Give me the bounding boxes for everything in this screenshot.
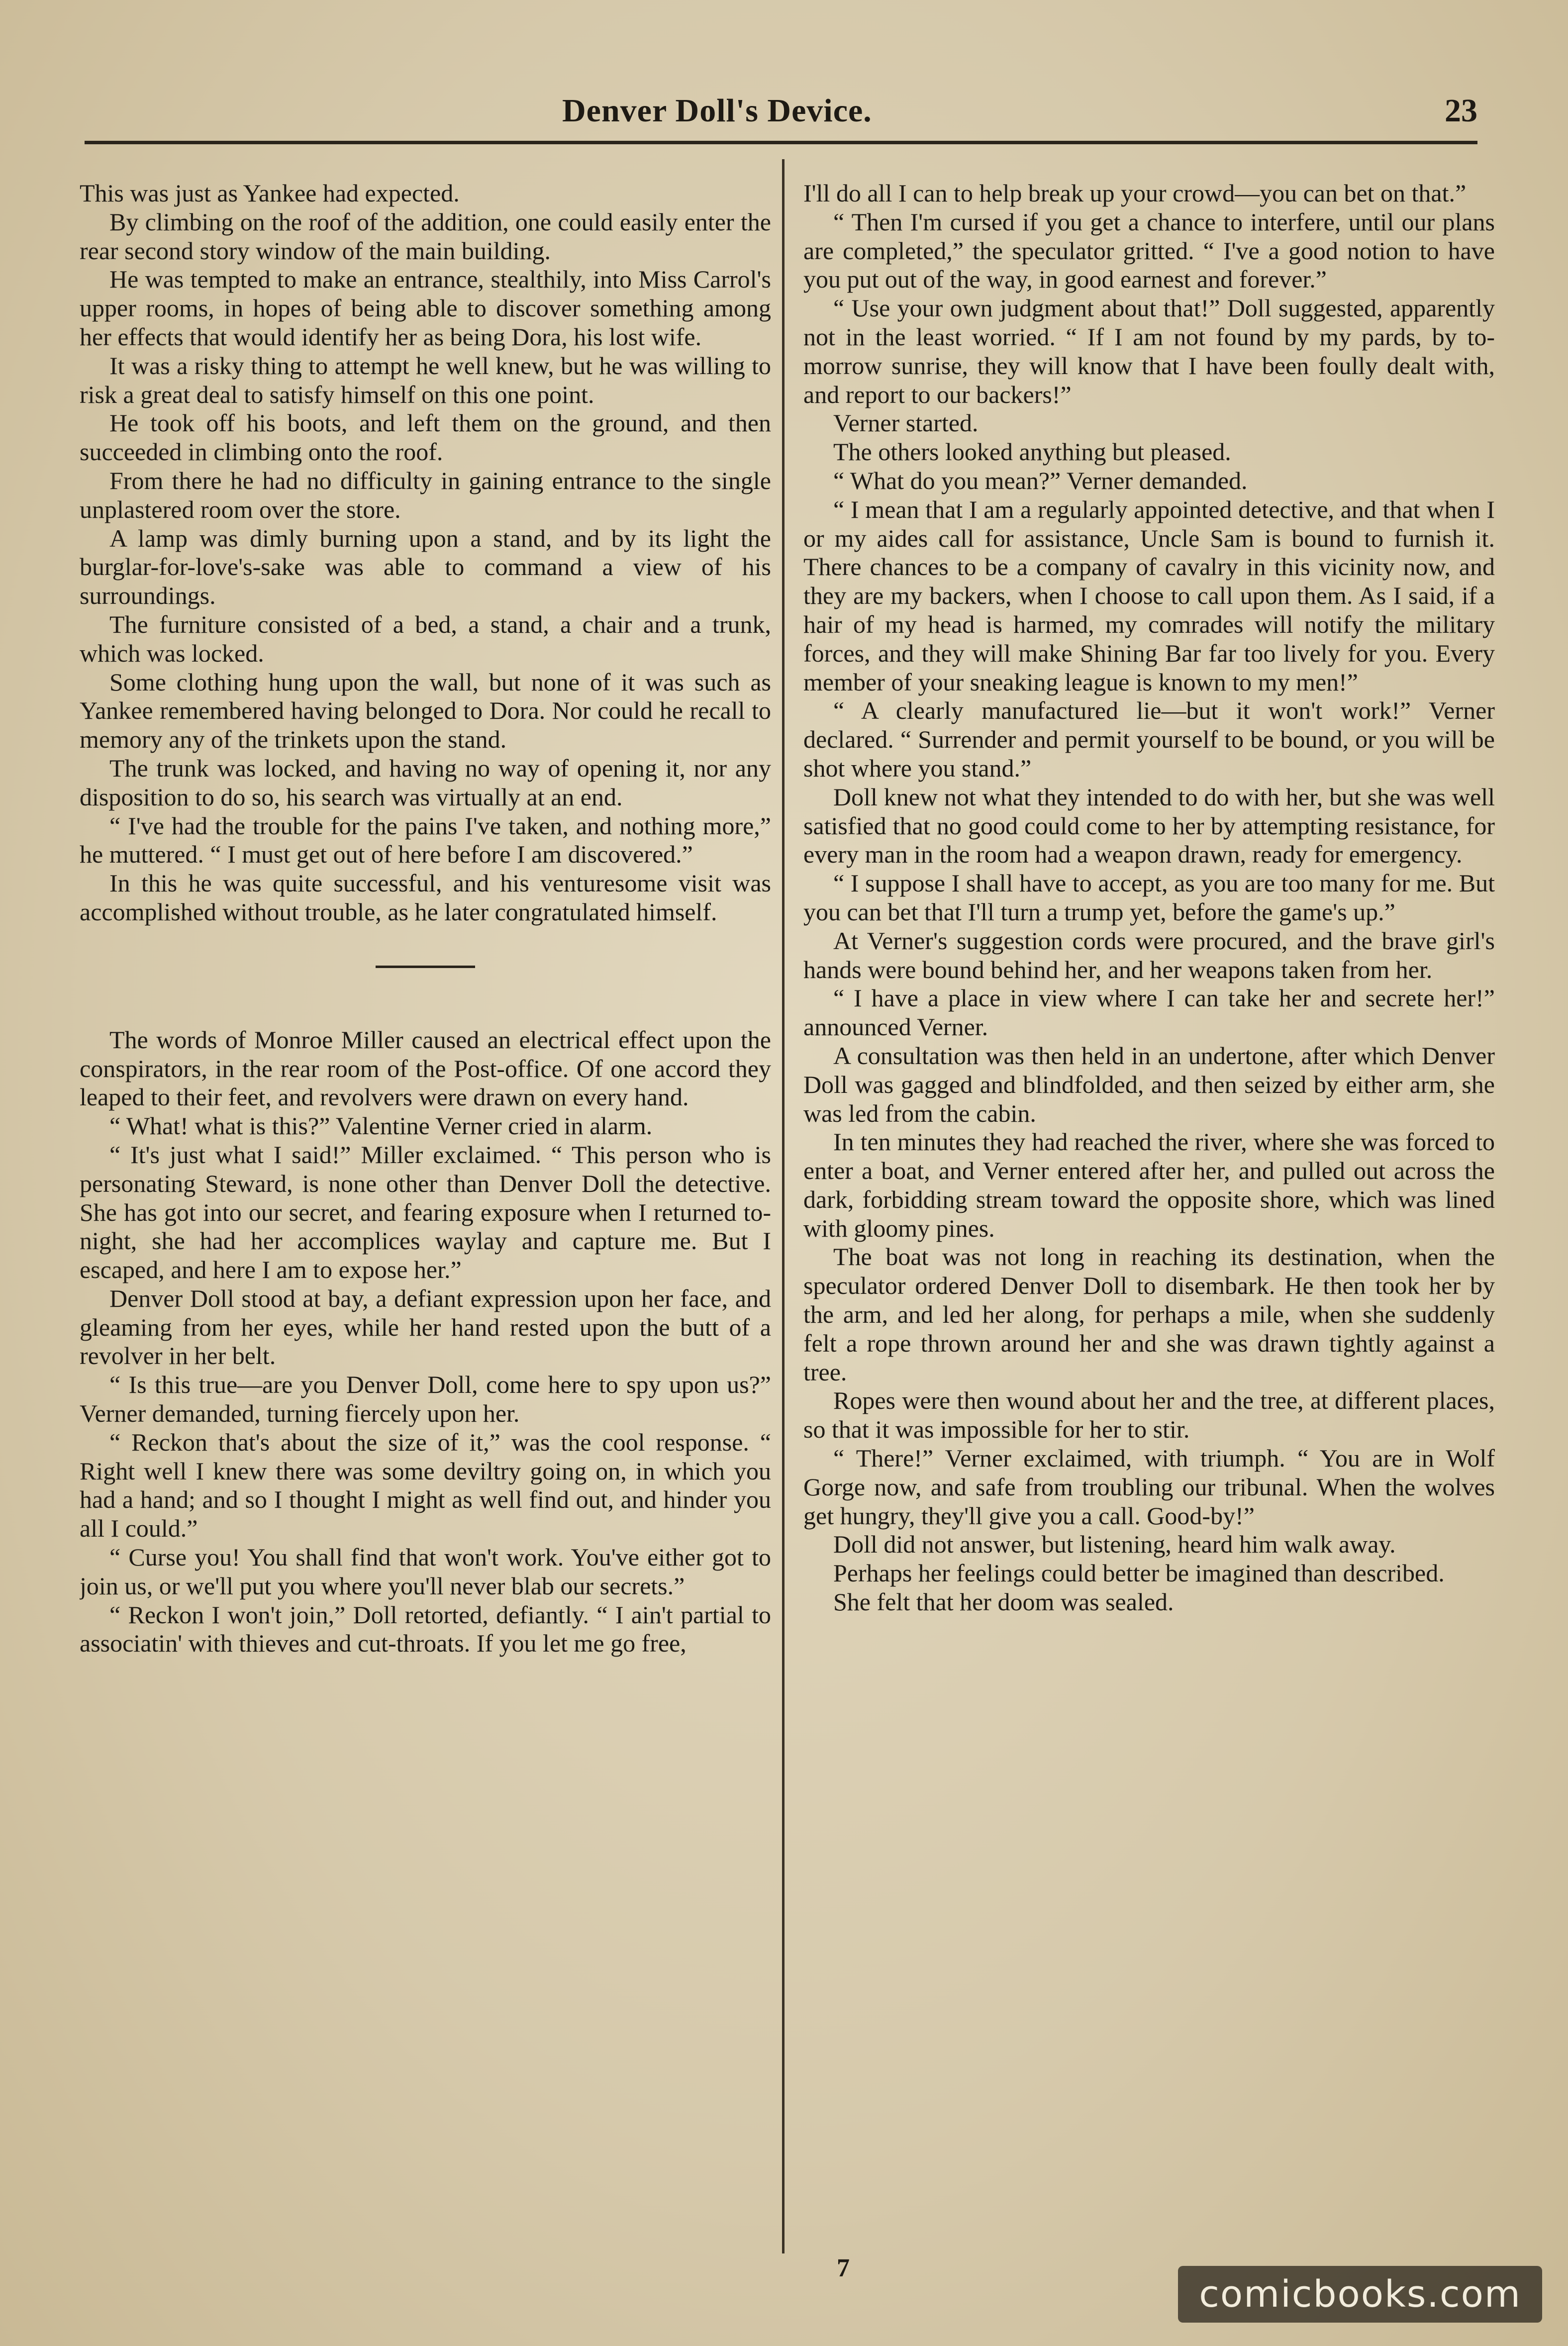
footer-mark: 7	[837, 2254, 850, 2282]
paragraph: A lamp was dimly burning upon a stand, and by its light the burglar-for-love's-sake was able to command a view of his surroundings.	[80, 524, 771, 610]
paragraph: By climbing on the roof of the addition, one could easily enter the rear second story window of the main building.	[80, 207, 771, 265]
paragraph: She felt that her doom was sealed.	[833, 1588, 1174, 1616]
paragraph: He was tempted to make an entrance, stealthily, into Miss Carrol's upper rooms, in hopes of being able to discover something among her effects that would identify her as being Dora, his lost wife.	[80, 265, 771, 351]
paragraph: From there he had no difficulty in gaining entrance to the single unplastered room over the store.	[80, 466, 771, 523]
paragraph: The boat was not long in reaching its destination, when the speculator ordered Denver Doll to disembark. He then took her by the arm, and led her along, for perhaps a mile, when she suddenly felt a rope thrown around her and she was drawn tightly against a tree.	[803, 1243, 1495, 1386]
paragraph: The words of Monroe Miller caused an electrical effect upon the conspirators, in the rear room of the Post-office. Of one accord they leaped to their feet, and revolvers were drawn on every hand.	[80, 1025, 771, 1111]
paragraph: “ Curse you! You shall find that won't work. You've either got to join us, or we'll put you where you'll never blab our secrets.”	[80, 1543, 771, 1600]
paragraph: At Verner's suggestion cords were procured, and the brave girl's hands were bound behind her, and her weapons taken from her.	[803, 926, 1495, 983]
paragraph: “ I mean that I am a regularly appointed detective, and that when I or my aides call for assistance, Uncle Sam is bound to furnish it. There chances to be a company of cavalry in this vicinity now, and they are my backers, when I choose to call upon them. As I said, if a hair of my head is harmed, my comrades will notify the military forces, and they will make Shining Bar far too lively for you. Every member of your sneaking league is known to my men!”	[803, 495, 1495, 696]
paragraph: “ I have a place in view where I can take her and secrete her!” announced Verner.	[803, 984, 1495, 1041]
watermark-badge: comicbooks.com	[1178, 2266, 1542, 2323]
left-column	[80, 179, 771, 2234]
paragraph: “ Reckon that's about the size of it,” was the cool response. “ Right well I knew there was some deviltry going on, in which you had a hand; and so I thought I might as well find out, and hinder you all I could.”	[80, 1428, 771, 1543]
section-separator	[376, 966, 475, 968]
paragraph: I'll do all I can to help break up your crowd—you can bet on that.”	[803, 179, 1467, 207]
paragraph: “ Use your own judgment about that!” Doll suggested, apparently not in the least worried. “ If I am not found by my pards, by to-morrow sunrise, they will know that I have been foully dealt with, and report to our backers!”	[803, 294, 1495, 408]
column-divider	[782, 159, 784, 2253]
paragraph: The furniture consisted of a bed, a stand, a chair and a trunk, which was locked.	[80, 610, 771, 667]
paragraph: “ Then I'm cursed if you get a chance to interfere, until our plans are completed,” the speculator gritted. “ I've a good notion to have you put out of the way, in good earnest and forever.”	[803, 207, 1495, 293]
paragraph: Doll knew not what they intended to do with her, but she was well satisfied that no good could come to her by attempting resistance, for every man in the room had a weapon drawn, ready for emergency.	[803, 782, 1495, 869]
paragraph: Some clothing hung upon the wall, but none of it was such as Yankee remembered having belonged to Dora. Nor could he recall to memory any of the trinkets upon the stand.	[80, 668, 771, 754]
paragraph: Perhaps her feelings could better be imagined than described.	[833, 1559, 1445, 1587]
right-column	[803, 179, 1495, 2234]
running-header	[85, 87, 1477, 142]
paragraph: “ What! what is this?” Valentine Verner cried in alarm.	[109, 1112, 653, 1140]
paragraph: Verner started.	[833, 409, 979, 437]
paragraph: Ropes were then wound about her and the tree, at different places, so that it was impossible for her to stir.	[803, 1386, 1495, 1444]
paragraph: The others looked anything but pleased.	[833, 438, 1231, 466]
paragraph: “ I've had the trouble for the pains I've taken, and nothing more,” he muttered. “ I must get out of here before I am discovered.”	[80, 811, 771, 869]
paragraph: It was a risky thing to attempt he well knew, but he was willing to risk a great deal to satisfy himself on this one point.	[80, 351, 771, 408]
header-rule	[85, 141, 1477, 144]
running-title: Denver Doll's Device.	[562, 93, 872, 129]
paragraph: “ There!” Verner exclaimed, with triumph. “ You are in Wolf Gorge now, and safe from troubling our tribunal. When the wolves get hungry, they'll give you a call. Good-by!”	[803, 1444, 1495, 1530]
paragraph: “ It's just what I said!” Miller exclaimed. “ This person who is personating Steward, is none other than Denver Doll the detective. She has got into our secret, and fearing exposure when I returned to-night, she had her accomplices waylay and capture me. But I escaped, and here I am to expose her.”	[80, 1140, 771, 1284]
paragraph: “ Is this true—are you Denver Doll, come here to spy upon us?” Verner demanded, turning fiercely upon her.	[80, 1370, 771, 1428]
paragraph: “ I suppose I shall have to accept, as you are too many for me. But you can bet that I'll turn a trump yet, before the game's up.”	[803, 869, 1495, 926]
paragraph: A consultation was then held in an undertone, after which Denver Doll was gagged and blindfolded, and then seized by either arm, she was led from the cabin.	[803, 1041, 1495, 1127]
paragraph: Denver Doll stood at bay, a defiant expression upon her face, and gleaming from her eyes, while her hand rested upon the butt of a revolver in her belt.	[80, 1284, 771, 1370]
paragraph: “ Reckon I won't join,” Doll retorted, defiantly. “ I ain't partial to associatin' with thieves and cut-throats. If you let me go free,	[80, 1600, 771, 1658]
paragraph: In this he was quite successful, and his venturesome visit was accomplished without trouble, as he later congratulated himself.	[80, 869, 771, 926]
paragraph: Doll did not answer, but listening, heard him walk away.	[833, 1530, 1396, 1559]
paragraph: This was just as Yankee had expected.	[80, 179, 460, 207]
paragraph: “ What do you mean?” Verner demanded.	[833, 466, 1248, 494]
paragraph: In ten minutes they had reached the river, where she was forced to enter a boat, and Verner entered after her, and pulled out across the dark, forbidding stream toward the opposite shore, which was lined with gloomy pines.	[803, 1128, 1495, 1242]
paragraph: “ A clearly manufactured lie—but it won't work!” Verner declared. “ Surrender and permit yourself to be bound, or you will be shot where you stand.”	[803, 696, 1495, 782]
paragraph: He took off his boots, and left them on the ground, and then succeeded in climbing onto the roof.	[80, 409, 771, 466]
paragraph: The trunk was locked, and having no way of opening it, nor any disposition to do so, his search was virtually at an end.	[80, 754, 771, 811]
page-number: 23	[1445, 93, 1477, 129]
